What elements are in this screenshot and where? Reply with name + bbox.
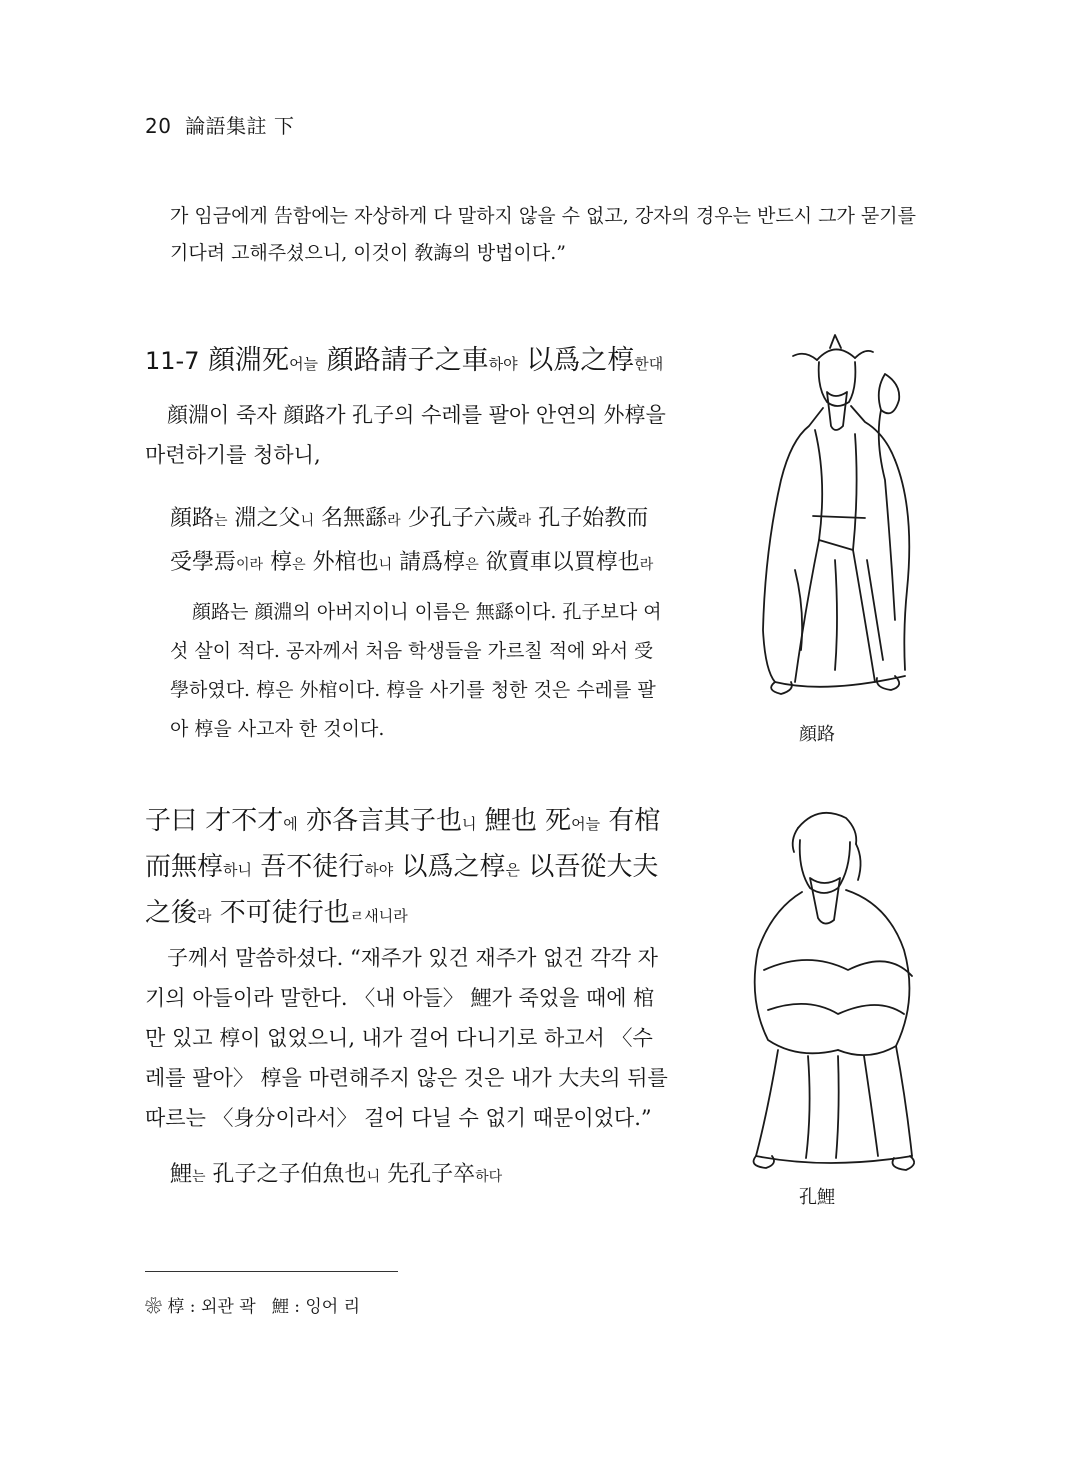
heading-tuo-1: 어늘 [289,355,319,373]
note-han-seg: 顔路 [170,506,215,531]
heading-tuo-seg: 니 [462,815,477,833]
note-han-seg: 先孔子卒 [387,1162,476,1187]
heading-han-2: 顔路請子之車 [326,345,489,376]
heading-tuo-seg: 어늘 [571,815,601,833]
heading-han-seg: 有棺而無椁 [145,806,661,882]
note-han-seg: 請爲椁 [399,550,466,575]
note-han-seg: 鯉 [170,1162,193,1187]
footnote [145,1292,360,1317]
heading-han-seg: 以爲之椁 [401,852,506,882]
commentary-kor-11-7: 顔路는 顔淵의 아버지이니 이름은 無繇이다. 孔子보다 여섯 살이 적다. 공자께서 처음 학생들을 가르칠 적에 와서 受學하였다. 椁은 外棺이다. 椁을 사기를 청한 것은 수레를 팔아 椁을 사고자 한 것이다. [170,601,662,740]
heading-tuo-seg: 에 [283,815,298,833]
note-tuo-seg: 는 [214,513,228,529]
note-han-seg: 名無繇 [321,506,388,531]
heading-han-seg: 不可徒行也 [219,898,350,928]
heading-tuo-seg: 하야 [364,861,394,879]
heading-tuo-2: 하야 [488,355,518,373]
translation-section-2: 子께서 말씀하셨다. “재주가 있건 재주가 없건 각각 자기의 아들이라 말한다. 〈내 아들〉 鯉가 죽었을 때에 棺만 있고 椁이 없었으니, 내가 걸어 다니기로 하고서 〈수레를 팔아〉 椁을 마련해주지 않은 것은 내가 大夫의 뒤를 따르는 〈身分이라서〉 걸어 다닐 수 없기 때문이었다.” [145,946,668,1130]
note-tuo-seg: 라 [639,557,654,573]
note-han-seg: 欲賣車以買椁也 [485,550,640,575]
page-number: 20 [145,114,172,138]
heading-han-seg: 以吾從大夫之後 [145,852,659,928]
figure-2-caption: 孔鯉 [799,1187,835,1208]
figure-1-caption: 顔路 [799,724,835,745]
heading-han-seg: 鯉也 死 [484,806,572,836]
note-tuo-seg: 이라 [236,557,264,573]
heading-tuo-seg: ㄹ새니라 [349,907,408,925]
note-tuo-seg: 니 [378,557,393,573]
note-tuo-seg: 라 [387,513,401,529]
heading-tuo-seg: 하니 [223,861,252,879]
note-han-seg: 外棺也 [312,550,379,575]
heading-han-seg: 子曰 才不才 [145,806,284,836]
note-tuo-seg: 하다 [475,1169,503,1185]
note-tuo-seg: 은 [292,557,306,573]
continuation-line-2: 기다려 고해주셨으니, 이것이 敎誨의 방법이다.” [170,242,566,264]
heading-tuo-seg: 은 [505,861,521,879]
book-title: 論語集註 下 [185,114,295,138]
figure-yan-lu-illustration [735,330,935,710]
running-header [145,110,295,139]
footnote-mark-icon: ❀ [145,1297,162,1317]
heading-han-seg: 亦各言其子也 [306,806,463,836]
commentary-han-11-7 [170,498,670,586]
note-han-seg: 淵之父 [234,506,301,531]
continuation-line-1: 가 임금에게 告함에는 자상하게 다 말하지 않을 수 없고, 강자의 경우는 반드시 그가 묻기를 [170,205,916,227]
heading-tuo-3: 한대 [634,355,664,373]
heading-tuo-seg: 라 [197,907,212,925]
note-tuo-seg: 라 [517,513,532,529]
commentary-han-section-2 [170,1157,502,1188]
continuation-paragraph [170,198,970,272]
note-han-seg: 少孔子六歲 [407,506,518,531]
footnote-divider [145,1271,398,1272]
note-han-seg: 椁 [270,550,293,575]
note-tuo-seg: 니 [366,1169,381,1185]
translation-11-7: 顔淵이 죽자 顔路가 孔子의 수레를 팔아 안연의 外椁을 마련하기를 청하니, [145,403,666,467]
note-tuo-seg: 은 [465,557,479,573]
note-han-seg: 孔子始教而受學焉 [170,506,649,575]
footnote-text: 椁 : 외관 곽 鯉 : 잉어 리 [167,1297,361,1317]
note-tuo-seg: 니 [300,513,315,529]
note-han-seg: 孔子之子伯魚也 [212,1162,367,1187]
note-tuo-seg: 는 [192,1169,206,1185]
section-heading-2 [145,800,670,938]
heading-han-seg: 吾不徒行 [260,852,365,882]
section-number: 11-7 [145,347,200,375]
figure-kong-li-illustration [728,800,938,1180]
section-heading-11-7 [145,340,665,385]
heading-han-1: 顔淵死 [208,345,290,376]
heading-han-3: 以爲之椁 [526,345,635,376]
